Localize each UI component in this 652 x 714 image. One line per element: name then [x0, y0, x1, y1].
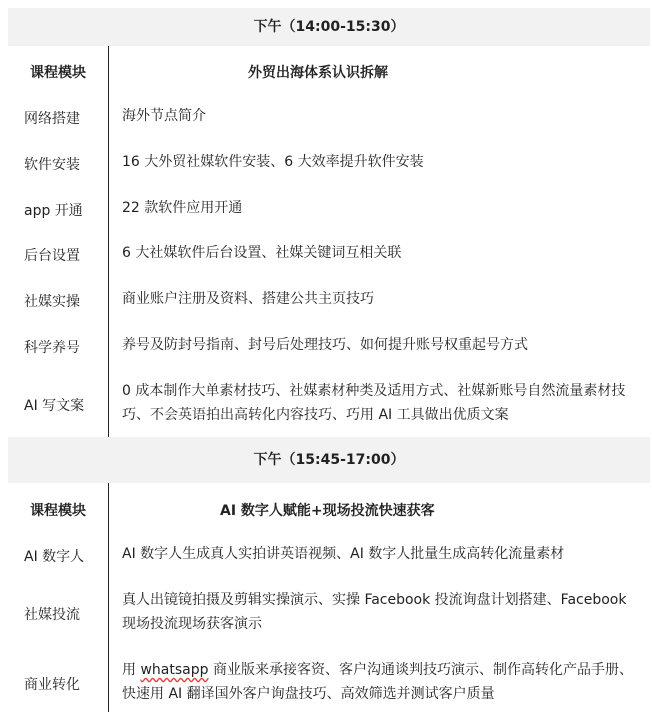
section1-divider [108, 46, 109, 437]
section2-divider [108, 483, 109, 712]
section1-time-header: 下午（14:00-15:30） [8, 8, 650, 46]
row-content: 6 大社媒软件后台设置、社媒关键词互相关联 [122, 245, 402, 261]
row-module: 商业转化 [24, 677, 80, 693]
content-prefix: 用 [122, 662, 141, 678]
row-module: 后台设置 [24, 248, 80, 264]
row-module: app 开通 [24, 203, 83, 219]
section1-col-topic: 外贸出海体系认识拆解 [248, 65, 388, 81]
section1-col-module: 课程模块 [30, 65, 86, 81]
row-content: AI 数字人生成真人实拍讲英语视频、AI 数字人批量生成高转化流量素材 [122, 546, 565, 562]
row-module: 社媒投流 [24, 607, 80, 623]
row-content: 22 款软件应用开通 [122, 200, 243, 216]
row-module: AI 数字人 [24, 549, 85, 565]
row-content [122, 658, 634, 706]
row-module: 科学养号 [24, 340, 80, 356]
row-content: 真人出镜镜拍摄及剪辑实操演示、实操 Facebook 投流询盘计划搭建、Facebook 现场投流现场获客演示 [122, 592, 627, 632]
row-module: AI 写文案 [24, 398, 85, 414]
section2-col-topic: AI 数字人赋能+现场投流快速获客 [220, 503, 435, 519]
row-content: 商业账户注册及资料、搭建公共主页技巧 [122, 291, 374, 307]
row-module: 网络搭建 [24, 111, 80, 127]
section2-col-module: 课程模块 [30, 503, 86, 519]
section2-time-header: 下午（15:45-17:00） [8, 437, 650, 483]
row-content: 16 大外贸社媒软件安装、6 大效率提升软件安装 [122, 154, 424, 170]
row-content: 养号及防封号指南、封号后处理技巧、如何提升账号权重起号方式 [122, 337, 528, 353]
row-content: 0 成本制作大单素材技巧、社媒素材种类及适用方式、社媒新账号自然流量素材技巧、不会英语拍出高转化内容技巧、巧用 AI 工具做出优质文案 [122, 383, 626, 423]
row-content: 海外节点简介 [122, 108, 206, 124]
content-suffix: 商业版来承接客资、客户沟通谈判技巧演示、制作高转化产品手册、快速用 AI 翻译国外客户询盘技巧、高效筛选并测试客户质量 [122, 662, 633, 702]
row-module: 软件安装 [24, 157, 80, 173]
row-module: 社媒实操 [24, 294, 80, 310]
whatsapp-word: whatsapp [140, 662, 209, 678]
